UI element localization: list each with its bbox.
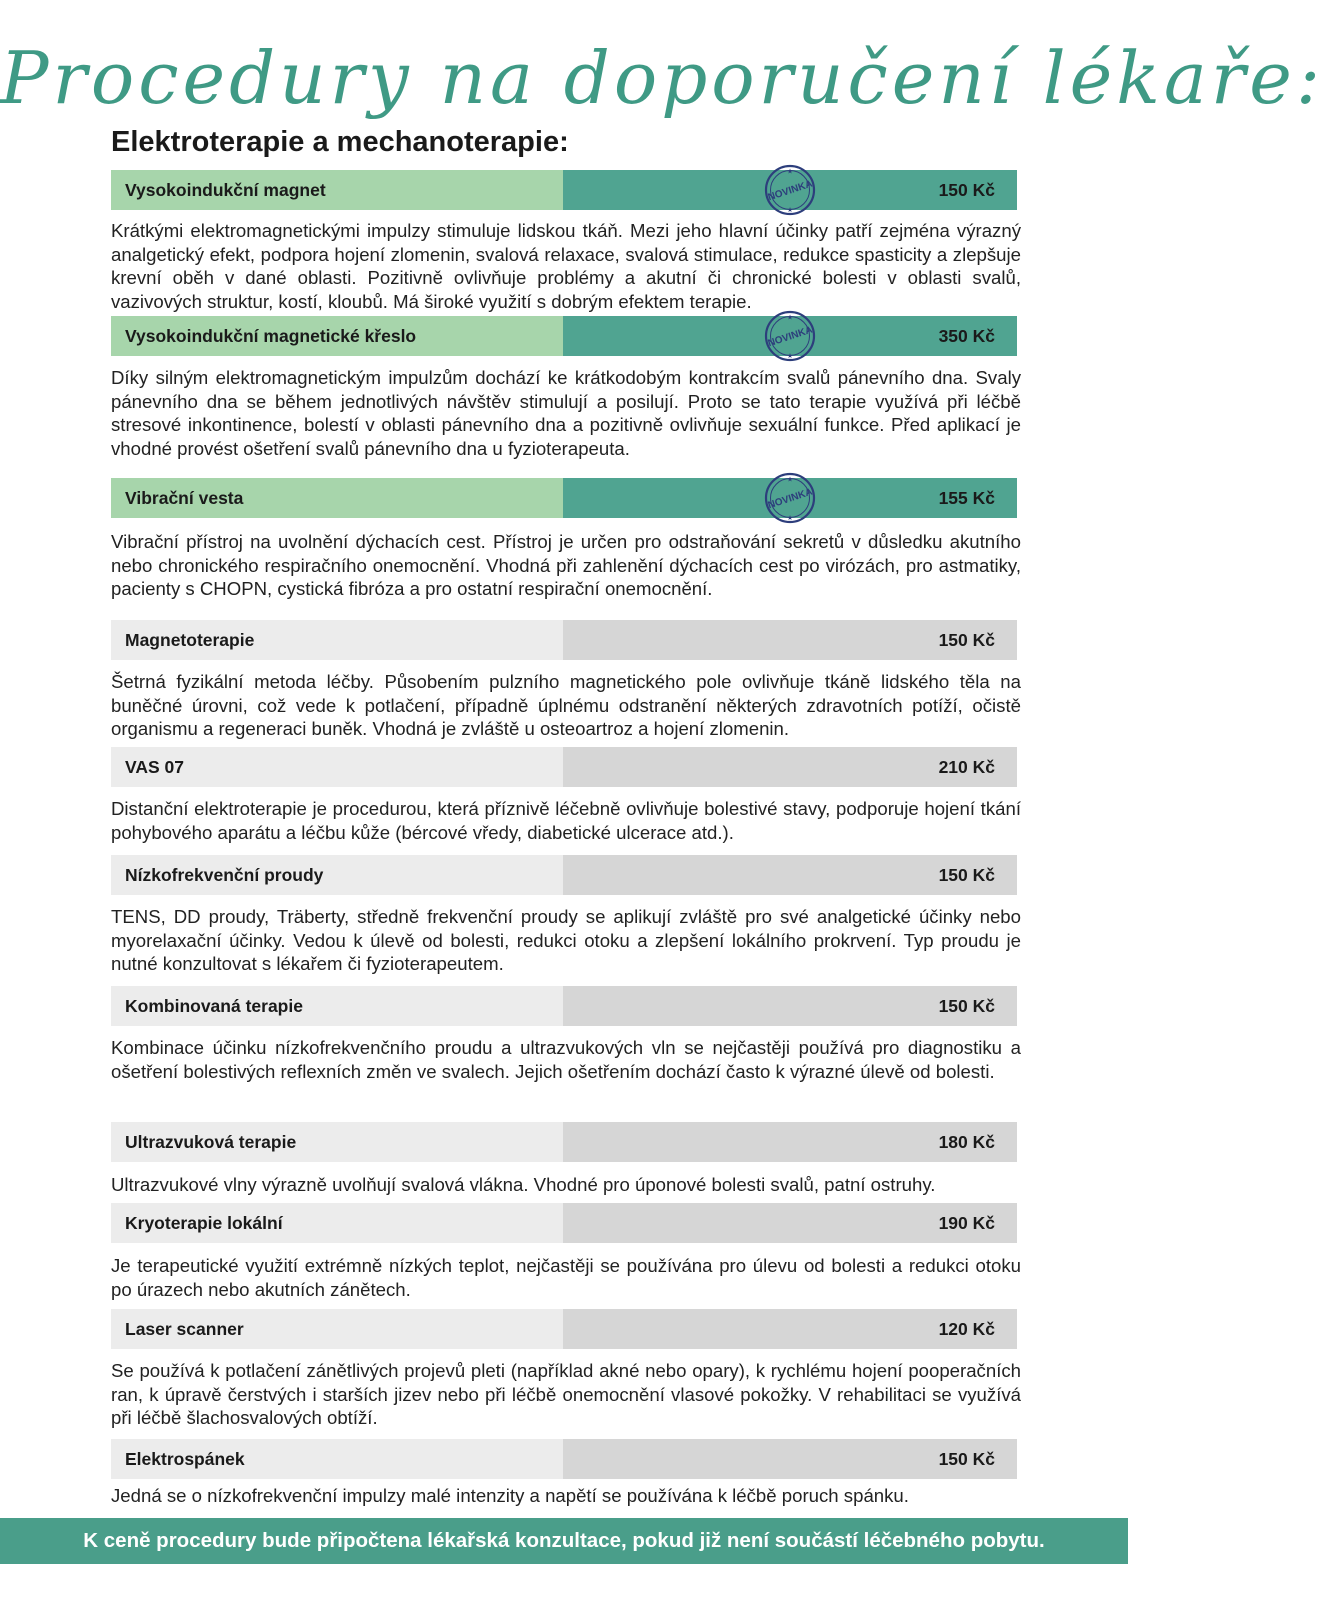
procedure-price: 155 Kč	[938, 488, 995, 508]
svg-text:★: ★	[786, 167, 794, 176]
procedure-price: 150 Kč	[938, 865, 995, 885]
procedure-name: Vysokoindukční magnetické křeslo	[125, 326, 417, 346]
script-title: Procedury na doporučení lékaře:	[0, 36, 1324, 120]
svg-text:★: ★	[786, 514, 794, 522]
procedure-bar	[111, 1203, 1017, 1243]
svg-text:★: ★	[786, 475, 794, 484]
procedure-bar	[111, 313, 1017, 360]
procedure-description: Je terapeutické využití extrémně nízkých teplot, nejčastěji se používána pro úlevu od bolesti a redukci otoku po úrazech nebo akutních zánětech.	[111, 1255, 1021, 1300]
procedure-name: Kryoterapie lokální	[125, 1213, 283, 1233]
procedure-bar	[111, 1309, 1017, 1349]
procedure-price: 190 Kč	[938, 1213, 995, 1233]
svg-text:NOVINKA: NOVINKA	[766, 178, 814, 204]
novinka-stamp-icon	[763, 471, 817, 525]
procedure-bar	[111, 167, 1017, 214]
procedure-price: 150 Kč	[938, 180, 995, 200]
procedure-description: Díky silným elektromagnetickým impulzům dochází ke krátkodobým kontrakcím svalů pánevního dna. Svaly pánevního dna se během jednotlivých návštěv stimulují a posilují. Proto se tato terapie využívá při léčbě stresové inkontinence, bolestí v oblasti pánevního dna a pozitivně ovlivňuje sexuální funkce. Před aplikací je vhodné provést ošetření svalů pánevního dna u fyzioterapeuta.	[111, 367, 1021, 459]
procedure-description: Kombinace účinku nízkofrekvenčního proudu a ultrazvukových vln se nejčastěji používá pro diagnostiku a ošetření bolestivých reflexních změn ve svalech. Jejich ošetřením dochází často k výrazné úlevě od bolesti.	[111, 1037, 1021, 1082]
procedure-price: 120 Kč	[938, 1319, 995, 1339]
procedure-price: 180 Kč	[938, 1132, 995, 1152]
procedure-price: 150 Kč	[938, 1449, 995, 1469]
svg-text:NOVINKA: NOVINKA	[766, 486, 814, 512]
procedure-price: 350 Kč	[938, 326, 995, 346]
procedure-description: Jedná se o nízkofrekvenční impulzy malé intenzity a napětí se používána k léčbě poruch spánku.	[111, 1485, 909, 1506]
svg-text:★: ★	[786, 352, 794, 360]
procedure-description: TENS, DD proudy, Träberty, středně frekvenční proudy se aplikují zvláště pro své analgetické účinky nebo myorelaxační účinky. Vedou k úlevě od bolesti, redukci otoku a zlepšení lokálního prokrvení. Typ proudu je nutné konzultovat s lékařem či fyzioterapeutem.	[111, 906, 1021, 974]
procedure-name: Nízkofrekvenční proudy	[125, 865, 324, 885]
procedure-name: Elektrospánek	[125, 1449, 245, 1469]
procedure-price: 210 Kč	[938, 757, 995, 777]
procedure-description: Se používá k potlačení zánětlivých projevů pleti (například akné nebo opary), k rychlému hojení pooperačních ran, k úpravě čerstvých i starších jizev nebo při léčbě onemocnění vlasové pokožky. V rehabilitaci se využívá při léčbě šlachosvalových obtíží.	[111, 1360, 1021, 1428]
procedure-description: Krátkými elektromagnetickými impulzy stimuluje lidskou tkáň. Mezi jeho hlavní účinky patří zejména výrazný analgetický efekt, podpora hojení zlomenin, svalová relaxace, svalová stimulace, redukce spasticity a zlepšuje krevní oběh v dané oblasti. Pozitivně ovlivňuje problémy a akutní či chronické bolesti v oblasti svalů, vazivových struktur, kostí, kloubů. Má široké využití s dobrým efektem terapie.	[111, 220, 1021, 312]
procedure-description: Šetrná fyzikální metoda léčby. Působením pulzního magnetického pole ovlivňuje tkáně lidského těla na buněčné úrovni, což vede k potlačení, případně úplnému odstranění některých zdravotních potíží, očistě organismu a regeneraci buněk. Vhodná je zvláště u osteoartroz a hojení zlomenin.	[111, 671, 1021, 739]
procedure-name: Kombinovaná terapie	[125, 996, 303, 1016]
procedure-bar	[111, 1122, 1017, 1162]
procedure-name: VAS 07	[125, 757, 185, 777]
procedure-price: 150 Kč	[938, 630, 995, 650]
procedure-description: Vibrační přístroj na uvolnění dýchacích cest. Přístroj je určen pro odstraňování sekretů v důsledku akutního nebo chronického respiračního onemocnění. Vhodná při zahlenění dýchacích cest po virózách, pro astmatiky, pacienty s CHOPN, cystická fibróza a pro ostatní respirační onemocnění.	[111, 531, 1021, 599]
footer-banner	[0, 1518, 1128, 1564]
procedure-price: 150 Kč	[938, 996, 995, 1016]
novinka-stamp-icon	[763, 309, 817, 363]
procedure-name: Ultrazvuková terapie	[125, 1132, 297, 1152]
procedure-bar	[111, 986, 1017, 1026]
svg-text:NOVINKA: NOVINKA	[766, 324, 814, 350]
svg-text:★: ★	[786, 313, 794, 322]
procedure-bar	[111, 747, 1017, 787]
procedure-bar	[111, 855, 1017, 895]
procedure-description: Distanční elektroterapie je procedurou, která příznivě léčebně ovlivňuje bolestivé stavy, podporuje hojení tkání pohybového aparátu a léčbu kůže (bércové vředy, diabetické ulcerace atd.).	[111, 798, 1021, 843]
procedure-bar	[111, 1439, 1017, 1479]
procedure-name: Vysokoindukční magnet	[125, 180, 326, 200]
svg-text:★: ★	[786, 206, 794, 214]
footer-note: K ceně procedury bude připočtena lékařská konzultace, pokud již není součástí léčebného pobytu.	[83, 1529, 1045, 1552]
procedure-description: Ultrazvukové vlny výrazně uvolňují svalová vlákna. Vhodné pro úponové bolesti svalů, patní ostruhy.	[111, 1174, 936, 1195]
procedure-bar	[111, 620, 1017, 660]
section-heading: Elektroterapie a mechanoterapie:	[111, 126, 569, 158]
procedure-name: Magnetoterapie	[125, 630, 255, 650]
procedure-name: Vibrační vesta	[125, 488, 244, 508]
novinka-stamp-icon	[763, 163, 817, 217]
procedure-bar	[111, 475, 1017, 522]
procedure-name: Laser scanner	[125, 1319, 244, 1339]
